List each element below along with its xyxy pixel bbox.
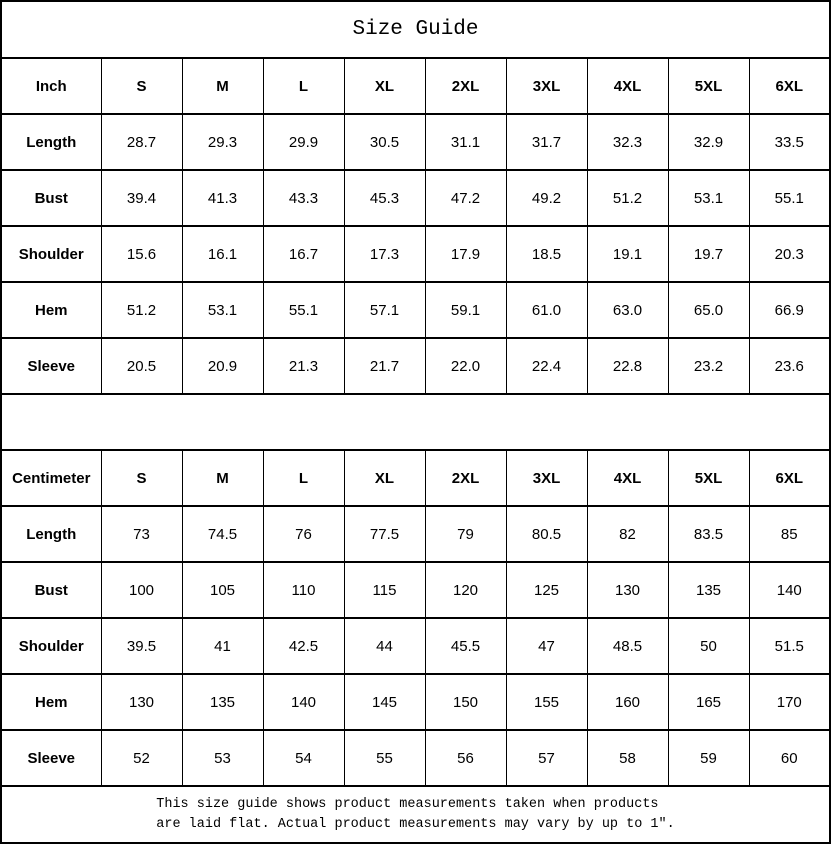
size-header: XL: [344, 58, 425, 114]
measurement-label: Bust: [1, 170, 101, 226]
size-header: 6XL: [749, 58, 830, 114]
measurement-value: 20.9: [182, 338, 263, 394]
measurement-value: 53.1: [668, 170, 749, 226]
footnote-text: [156, 795, 674, 835]
measurement-value: 51.2: [587, 170, 668, 226]
unit-header-centimeter: Centimeter: [1, 450, 101, 506]
measurement-value: 135: [668, 562, 749, 618]
measurement-value: 30.5: [344, 114, 425, 170]
page-title: Size Guide: [1, 1, 830, 58]
measurement-value: 56: [425, 730, 506, 786]
measurement-label: Length: [1, 506, 101, 562]
measurement-value: 23.6: [749, 338, 830, 394]
measurement-value: 130: [101, 674, 182, 730]
measurement-value: 65.0: [668, 282, 749, 338]
measurement-value: 100: [101, 562, 182, 618]
measurement-value: 76: [263, 506, 344, 562]
measurement-label: Sleeve: [1, 338, 101, 394]
table-row: [1, 170, 830, 226]
measurement-value: 120: [425, 562, 506, 618]
size-header-row: [1, 58, 830, 114]
measurement-value: 61.0: [506, 282, 587, 338]
measurement-value: 60: [749, 730, 830, 786]
measurement-value: 21.3: [263, 338, 344, 394]
measurement-value: 18.5: [506, 226, 587, 282]
measurement-value: 79: [425, 506, 506, 562]
measurement-value: 58: [587, 730, 668, 786]
measurement-value: 77.5: [344, 506, 425, 562]
size-header: 5XL: [668, 58, 749, 114]
measurement-value: 31.1: [425, 114, 506, 170]
table-row: [1, 114, 830, 170]
measurement-value: 145: [344, 674, 425, 730]
measurement-value: 41.3: [182, 170, 263, 226]
measurement-value: 17.9: [425, 226, 506, 282]
measurement-value: 31.7: [506, 114, 587, 170]
measurement-label: Hem: [1, 674, 101, 730]
size-header: 3XL: [506, 450, 587, 506]
measurement-value: 43.3: [263, 170, 344, 226]
measurement-value: 44: [344, 618, 425, 674]
measurement-value: 155: [506, 674, 587, 730]
footnote-line-2: are laid flat. Actual product measurements may vary by up to 1″.: [156, 816, 675, 832]
measurement-value: 32.9: [668, 114, 749, 170]
table-row: [1, 674, 830, 730]
size-header: 4XL: [587, 450, 668, 506]
size-header: M: [182, 58, 263, 114]
measurement-value: 52: [101, 730, 182, 786]
measurement-value: 20.5: [101, 338, 182, 394]
size-header: 2XL: [425, 58, 506, 114]
measurement-value: 59: [668, 730, 749, 786]
measurement-value: 29.9: [263, 114, 344, 170]
measurement-label: Length: [1, 114, 101, 170]
measurement-value: 66.9: [749, 282, 830, 338]
measurement-value: 17.3: [344, 226, 425, 282]
measurement-value: 49.2: [506, 170, 587, 226]
measurement-value: 105: [182, 562, 263, 618]
measurement-value: 140: [263, 674, 344, 730]
measurement-value: 74.5: [182, 506, 263, 562]
measurement-value: 170: [749, 674, 830, 730]
measurement-value: 51.5: [749, 618, 830, 674]
measurement-value: 45.3: [344, 170, 425, 226]
table-row: [1, 226, 830, 282]
measurement-value: 22.8: [587, 338, 668, 394]
measurement-value: 16.7: [263, 226, 344, 282]
size-header: 6XL: [749, 450, 830, 506]
measurement-value: 47: [506, 618, 587, 674]
measurement-value: 48.5: [587, 618, 668, 674]
measurement-value: 15.6: [101, 226, 182, 282]
measurement-value: 22.0: [425, 338, 506, 394]
measurement-value: 160: [587, 674, 668, 730]
measurement-value: 45.5: [425, 618, 506, 674]
measurement-value: 82: [587, 506, 668, 562]
measurement-value: 39.5: [101, 618, 182, 674]
measurement-label: Shoulder: [1, 618, 101, 674]
size-header: M: [182, 450, 263, 506]
table-spacer: [1, 394, 830, 450]
size-header: S: [101, 450, 182, 506]
measurement-value: 19.1: [587, 226, 668, 282]
size-header: 5XL: [668, 450, 749, 506]
measurement-value: 130: [587, 562, 668, 618]
measurement-value: 21.7: [344, 338, 425, 394]
measurement-value: 57.1: [344, 282, 425, 338]
measurement-value: 83.5: [668, 506, 749, 562]
measurement-value: 39.4: [101, 170, 182, 226]
measurement-value: 165: [668, 674, 749, 730]
measurement-value: 50: [668, 618, 749, 674]
size-header: 3XL: [506, 58, 587, 114]
table-row: [1, 730, 830, 786]
table-row: [1, 506, 830, 562]
size-header-row: [1, 450, 830, 506]
size-header: 4XL: [587, 58, 668, 114]
measurement-value: 16.1: [182, 226, 263, 282]
measurement-value: 20.3: [749, 226, 830, 282]
measurement-value: 110: [263, 562, 344, 618]
measurement-value: 115: [344, 562, 425, 618]
measurement-value: 42.5: [263, 618, 344, 674]
measurement-value: 32.3: [587, 114, 668, 170]
footnote-line-1: This size guide shows product measurements taken when products: [156, 796, 659, 812]
measurement-value: 57: [506, 730, 587, 786]
measurement-value: 53.1: [182, 282, 263, 338]
measurement-value: 85: [749, 506, 830, 562]
measurement-value: 53: [182, 730, 263, 786]
size-header: L: [263, 450, 344, 506]
measurement-value: 63.0: [587, 282, 668, 338]
measurement-value: 29.3: [182, 114, 263, 170]
measurement-value: 59.1: [425, 282, 506, 338]
measurement-label: Bust: [1, 562, 101, 618]
measurement-value: 22.4: [506, 338, 587, 394]
measurement-value: 150: [425, 674, 506, 730]
size-header: 2XL: [425, 450, 506, 506]
measurement-value: 55.1: [749, 170, 830, 226]
measurement-value: 73: [101, 506, 182, 562]
measurement-label: Sleeve: [1, 730, 101, 786]
footnote-row: [1, 786, 830, 843]
measurement-value: 41: [182, 618, 263, 674]
measurement-value: 55: [344, 730, 425, 786]
footnote: [1, 786, 830, 843]
table-row: [1, 618, 830, 674]
measurement-value: 55.1: [263, 282, 344, 338]
table-spacer-row: [1, 394, 830, 450]
title-row: [1, 1, 830, 58]
measurement-value: 54: [263, 730, 344, 786]
table-row: [1, 338, 830, 394]
measurement-value: 23.2: [668, 338, 749, 394]
size-header: S: [101, 58, 182, 114]
measurement-value: 47.2: [425, 170, 506, 226]
measurement-value: 51.2: [101, 282, 182, 338]
table-row: [1, 282, 830, 338]
measurement-label: Hem: [1, 282, 101, 338]
measurement-value: 140: [749, 562, 830, 618]
measurement-value: 125: [506, 562, 587, 618]
table-row: [1, 562, 830, 618]
measurement-value: 33.5: [749, 114, 830, 170]
measurement-value: 135: [182, 674, 263, 730]
size-header: XL: [344, 450, 425, 506]
unit-header-inch: Inch: [1, 58, 101, 114]
measurement-value: 19.7: [668, 226, 749, 282]
measurement-value: 80.5: [506, 506, 587, 562]
measurement-value: 28.7: [101, 114, 182, 170]
size-header: L: [263, 58, 344, 114]
measurement-label: Shoulder: [1, 226, 101, 282]
